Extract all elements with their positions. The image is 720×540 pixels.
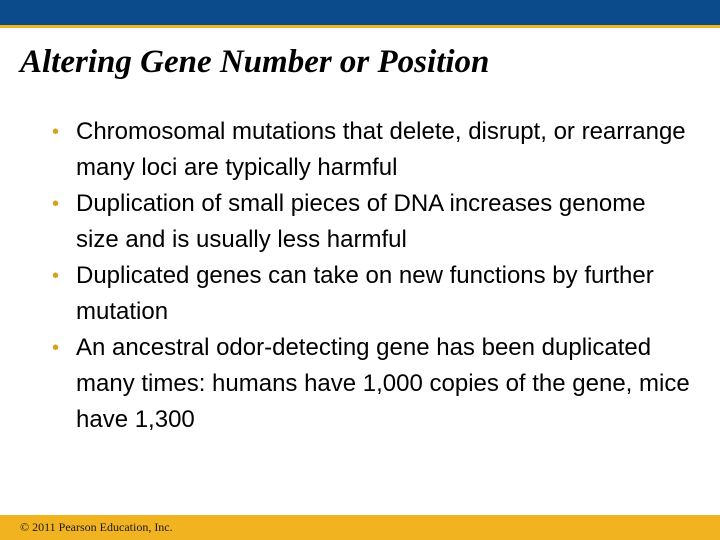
bullet-dot-icon: •	[52, 193, 60, 215]
header-accent-rule	[0, 25, 720, 28]
bullet-dot-icon: •	[52, 265, 60, 287]
bullet-dot-icon: •	[52, 121, 60, 143]
bullet-text: Chromosomal mutations that delete, disrupt, or rearrange many loci are typically harmful	[76, 118, 686, 181]
bullet-text: An ancestral odor-detecting gene has been duplicated many times: humans have 1,000 copies of the gene, mice have 1,300	[76, 334, 690, 433]
bullet-list	[52, 114, 692, 438]
bullet-item	[52, 114, 692, 186]
bullet-dot-icon: •	[52, 337, 60, 359]
bullet-item	[52, 330, 692, 438]
slide-title: Altering Gene Number or Position	[20, 44, 490, 80]
bullet-text: Duplicated genes can take on new functions by further mutation	[76, 262, 654, 325]
bullet-text: Duplication of small pieces of DNA increases genome size and is usually less harmful	[76, 190, 646, 253]
header-bar	[0, 0, 720, 25]
bullet-item	[52, 186, 692, 258]
bullet-item	[52, 258, 692, 330]
copyright-notice: © 2011 Pearson Education, Inc.	[20, 520, 173, 534]
